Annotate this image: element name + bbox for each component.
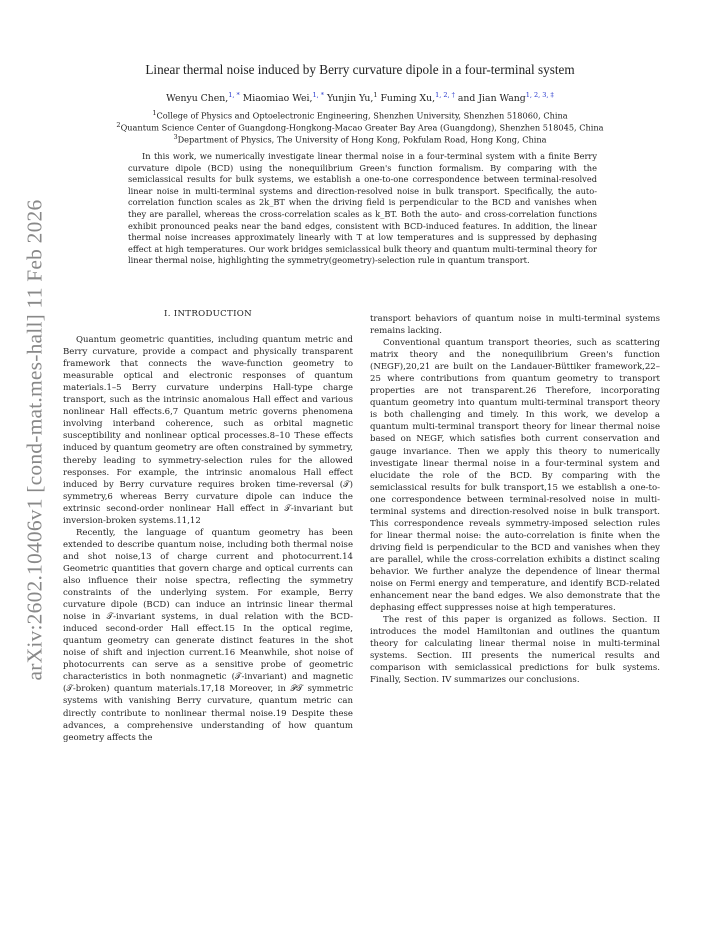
author-affil-marker: 1, 2, 3, ‡: [525, 91, 554, 99]
paragraph: Quantum geometric quantities, including quantum metric and Berry curvature, provide a compact and physically transparent framework that connects the wave-function geometry to measurable optical and electronic responses of quantum materials.1–5 Berry curvature underpins Hall-type charge transport, such as the intrinsic anomalous Hall effect and various nonlinear Hall effects.6,7 Quantum metric governs phenomena involving interband coherence, such as orbital magnetic susceptibility and nonlinear optical processes.8–10 These effects induced by quantum geometry are often constrained by symmetry, thereby leading to symmetry-selection rules for the allowed responses. For example, the intrinsic anomalous Hall effect induced by Berry curvature requires broken time-reversal (𝒯) symmetry,6 whereas Berry curvature dipole can induce the extrinsic second-order nonlinear Hall effect in 𝒯-invariant but inversion-broken systems.11,12: [63, 335, 353, 526]
author-name: Miaomiao Wei,: [242, 93, 313, 105]
author-affil-marker: 1, *: [312, 91, 324, 99]
paragraph: transport behaviors of quantum noise in multi-terminal systems remains lacking.: [370, 314, 660, 337]
author-name: Yunjin Yu,: [326, 93, 374, 105]
arxiv-id-text: arXiv:2602.10406v1 [cond-mat.mes-hall] 11 Feb 2026: [22, 199, 47, 681]
author-name: and Jian Wang: [457, 93, 526, 105]
abstract: In this work, we numerically investigate linear thermal noise in a four-terminal system with a finite Berry curvature dipole (BCD) using the nonequilibrium Green's function formalism. By comparing with the semiclassical results for bulk systems, we establish a one-to-one correspondence between terminal-resolved linear noise in multi-terminal systems and direction-resolved noise in bulk transport. Specifically, the auto-correlation function scales as 2k_BT when the driving field is perpendicular to the BCD and vanishes when they are parallel, whereas the cross-correlation scales as k_BT. Both the auto- and cross-correlation functions exhibit pronounced peaks near the band edges, consistent with BCD-induced features. In addition, the linear thermal noise increases approximately linearly with T at low temperatures and is suppressed by dephasing effect at high temperatures. Our work bridges semiclassical bulk theory and quantum multi-terminal theory for linear thermal noise, highlighting the symmetry(geometry)-selection rule in quantum transport.: [128, 151, 597, 266]
affiliation-1: $^1$College of Physics and Optoelectronic Engineering, Shenzhen University, Shenzhen 518060, China: [152, 109, 568, 121]
arxiv-identifier-stamp: [4, 200, 66, 680]
affiliation-2: $^2$Quantum Science Center of Guangdong-Hongkong-Macao Greater Bay Area (Guangdong), Shenzhen 518045, China: [116, 121, 604, 133]
paragraph: The rest of this paper is organized as follows. Section. II introduces the model Hamiltonian and outlines the quantum theory for calculating linear thermal noise in multi-terminal systems. Section. III presents the numerical results and comparison with semiclassical predictions for bulk systems. Finally, Section. IV summarizes our conclusions.: [370, 615, 660, 686]
author-affil-marker: 1, 2, †: [435, 91, 455, 99]
author-affil-marker: 1: [373, 91, 378, 99]
author-list: [0, 91, 720, 104]
section-heading: I. INTRODUCTION: [164, 309, 252, 319]
left-column: [63, 308, 353, 744]
paper-title: Linear thermal noise induced by Berry curvature dipole in a four-terminal system: [145, 62, 575, 77]
author-name: Fuming Xu,: [380, 93, 436, 105]
author-affil-marker: 1, *: [228, 91, 240, 99]
paragraph: Conventional quantum transport theories, such as scattering matrix theory and the nonequilibrium Green's function (NEGF),20,21 are built on the Landauer-Büttiker framework,22–25 where contributions from quantum geometry to transport properties are not transparent.26 Therefore, incorporating quantum geometry into quantum multi-terminal transport theory is both challenging and timely. In this work, we develop a quantum multi-terminal transport theory for linear thermal noise based on NEGF, which satisfies both current conservation and gauge invariance. Then we apply this theory to numerically investigate linear thermal noise in a four-terminal system and elucidate the role of the BCD. By comparing with the semiclassical results for bulk transport,15 we establish a one-to-one correspondence between terminal-resolved noise in multi-terminal systems and direction-resolved noise in bulk transport. This correspondence reveals symmetry-imposed selection rules for linear thermal noise: the auto-correlation is finite when the driving field is perpendicular to the BCD and vanishes when they are parallel, while the cross-correlation exhibits a distinct scaling behavior. We further analyze the dependence of linear thermal noise on Fermi energy and temperature, and identify BCD-related enhancement near the band edges. We also demonstrate that the dephasing effect suppresses noise at high temperatures.: [370, 338, 660, 614]
affiliation-3: $^3$Department of Physics, The University of Hong Kong, Pokfulam Road, Hong Kong, China: [173, 133, 547, 145]
author-name: Wenyu Chen,: [166, 93, 229, 105]
paragraph: Recently, the language of quantum geometry has been extended to describe quantum noise, including both thermal noise and shot noise,13 of charge current and photocurrent.14 Geometric quantities that govern charge and optical currents can also influence their noise spectra, reflecting the symmetry constraints of the underlying system. For example, Berry curvature dipole (BCD) can induce an intrinsic linear thermal noise in 𝒯-invariant systems, in dual relation with the BCD-induced second-order Hall effect.15 In the optical regime, quantum geometry can generate distinct features in the shot noise of shift and injection current.16 Meanwhile, shot noise of photocurrents can serve as a sensitive probe of geometric characteristics in both nonmagnetic (𝒯-invariant) and magnetic (𝒯-broken) quantum materials.17,18 Moreover, in 𝒫𝒯 symmetric systems with vanishing Berry curvature, quantum metric can directly contribute to nonlinear thermal noise.19 Despite these advances, a comprehensive understanding of how quantum geometry affects the: [63, 527, 353, 743]
right-column: [370, 313, 660, 686]
